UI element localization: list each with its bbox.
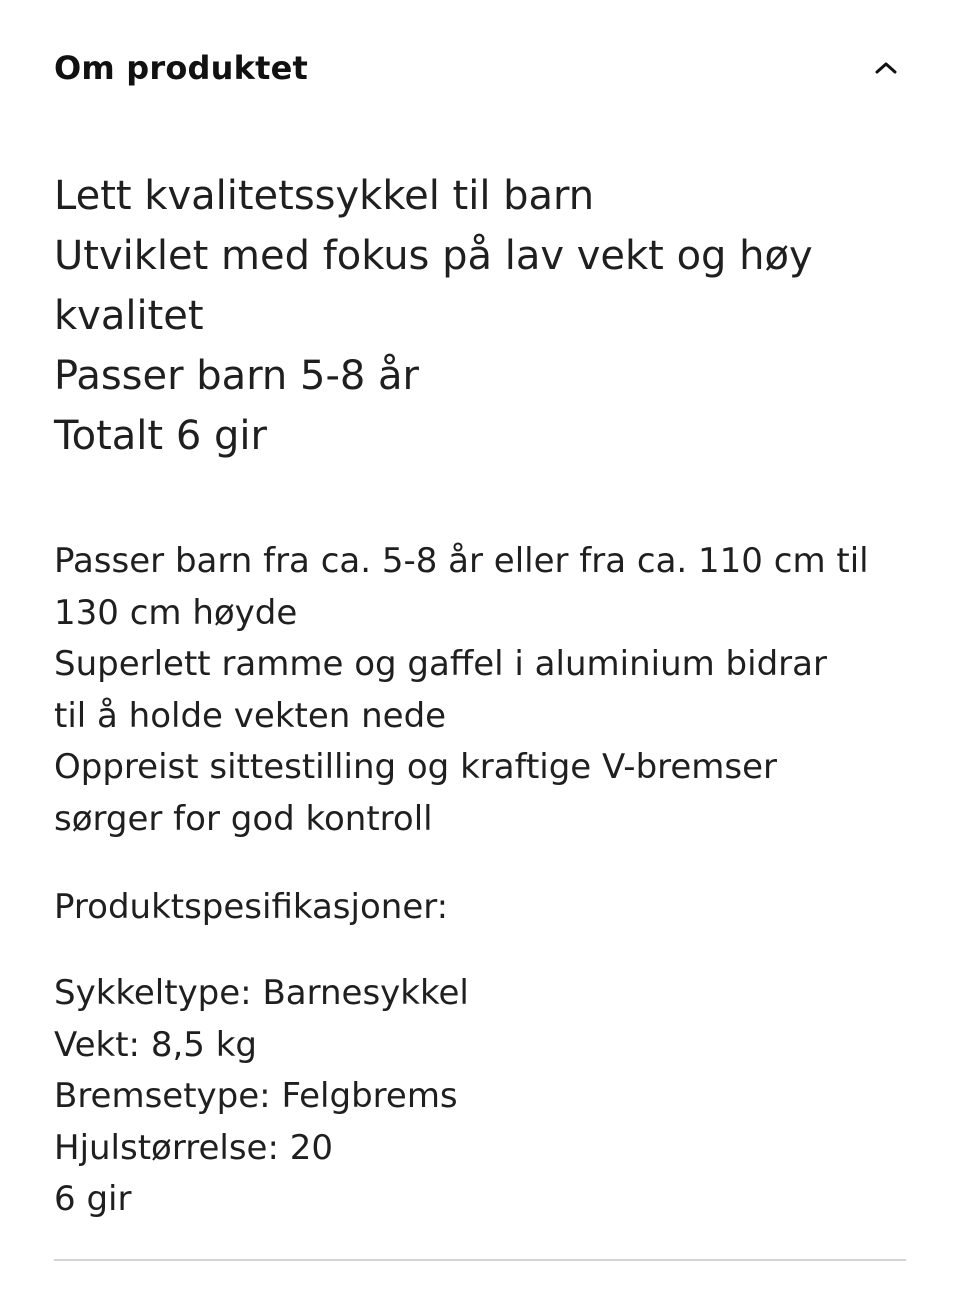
highlight-item: Passer barn 5-8 år	[54, 353, 419, 399]
highlight-item: Lett kvalitetssykkel til barn	[54, 173, 595, 219]
spec-item: 6 gir	[54, 1179, 132, 1219]
chevron-up-icon[interactable]	[866, 48, 906, 88]
product-highlights	[54, 166, 906, 466]
spec-item: Vekt: 8,5 kg	[54, 1024, 257, 1065]
spec-item: Hjulstørrelse: 20	[54, 1127, 333, 1168]
highlight-item: Utviklet med fokus på lav vekt og høy kvalitet	[54, 233, 813, 339]
description-item: Passer barn fra ca. 5-8 år eller fra ca. 110 cm til 130 cm høyde	[54, 541, 869, 633]
specs-title: Produktspesifikasjoner:	[54, 887, 449, 927]
spec-item: Sykkeltype: Barnesykkel	[54, 973, 469, 1013]
section-divider	[54, 1259, 906, 1261]
description-item: Superlett ramme og gaffel i aluminium bidrar til å holde vekten nede	[54, 644, 827, 736]
spec-item: Bremsetype: Felgbrems	[54, 1076, 458, 1116]
product-description	[54, 536, 906, 845]
accordion-header[interactable]	[54, 36, 906, 100]
highlight-item: Totalt 6 gir	[54, 413, 267, 459]
product-info-section	[54, 0, 906, 1308]
specs-list	[54, 968, 469, 1226]
section-title: Om produktet	[54, 49, 309, 87]
description-item: Oppreist sittestilling og kraftige V-bremser sørger for god kontroll	[54, 747, 778, 839]
